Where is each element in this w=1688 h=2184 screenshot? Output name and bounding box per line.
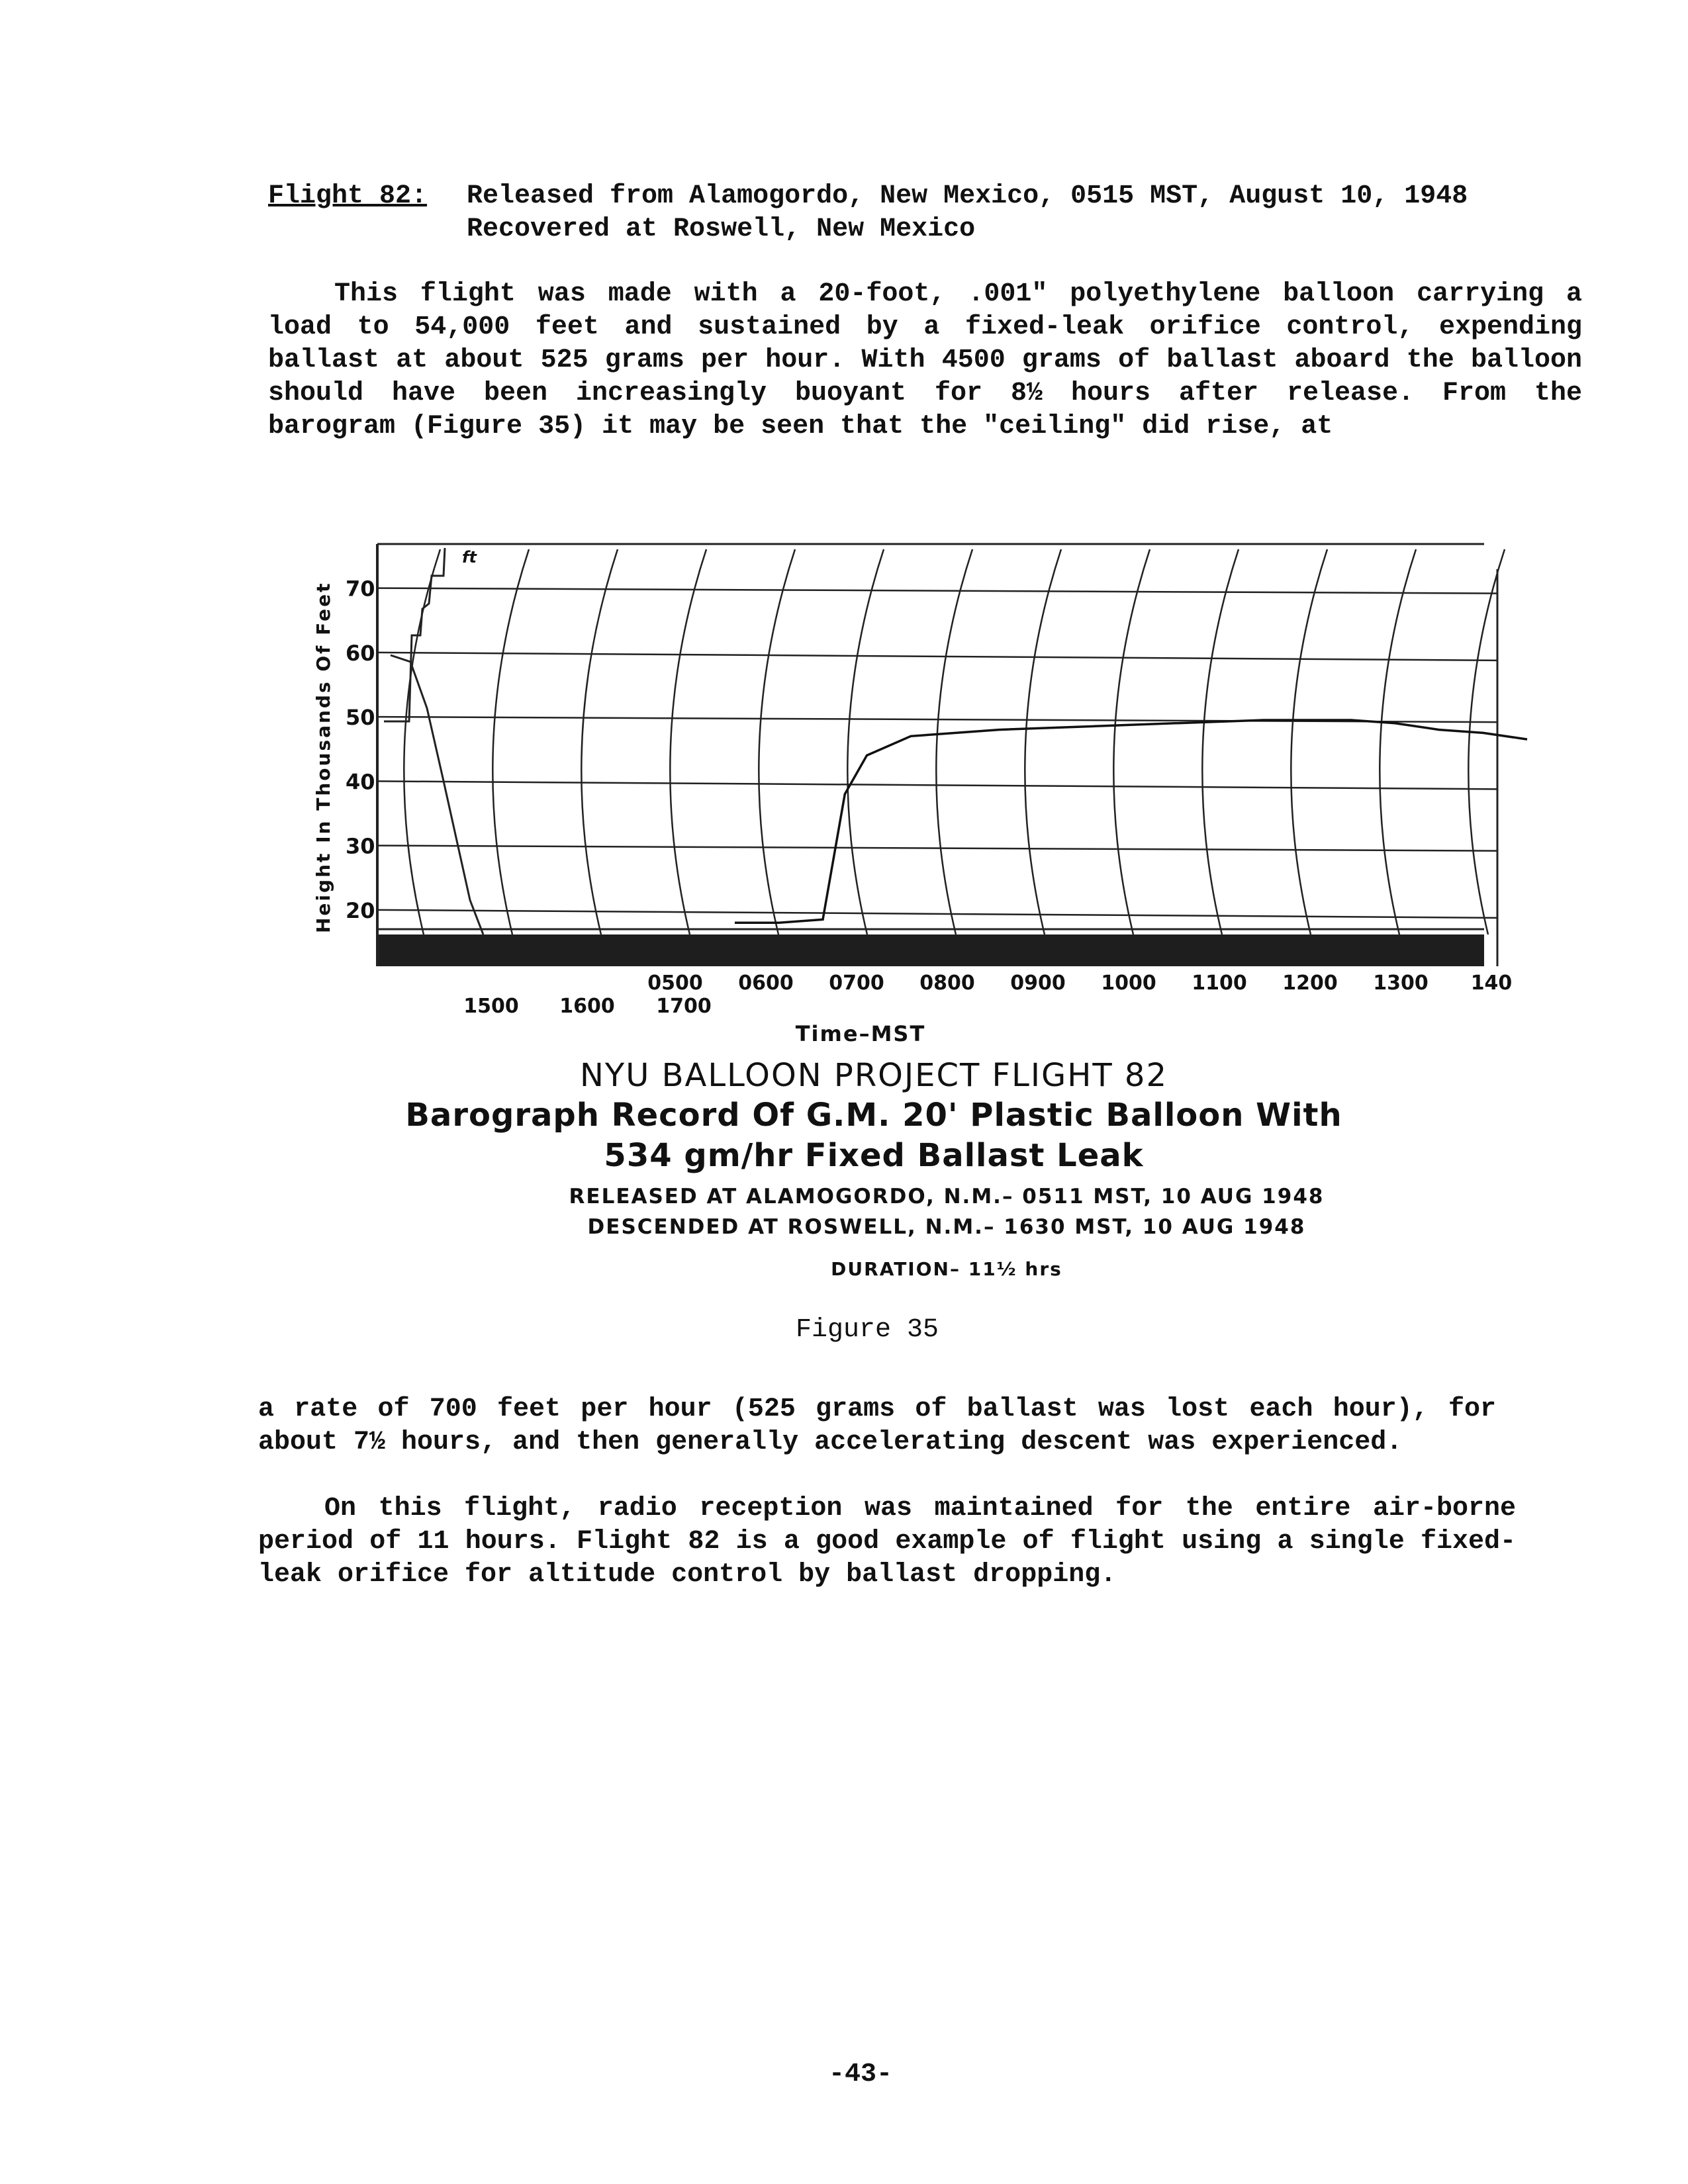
released-line: RELEASED AT ALAMOGORDO, N.M.– 0511 MST, 10 AUG 1948 — [569, 1185, 1325, 1208]
gridline-40 — [377, 781, 1497, 789]
x-tick-0700: 0700 — [829, 972, 884, 995]
figure-details — [516, 1181, 1377, 1285]
descended-line: DESCENDED AT ROSWELL, N.M.– 1630 MST, 10 AUG 1948 — [587, 1215, 1306, 1239]
x-axis-label: Time–MST — [795, 1021, 926, 1046]
continuation-paragraph: a rate of 700 feet per hour (525 grams of ballast was lost each hour), for about 7½ hours, and then generally accelerating descent was experienced. — [258, 1394, 1496, 1457]
time-arc — [492, 549, 529, 934]
figure-title: NYU BALLOON PROJECT FLIGHT 82 — [580, 1057, 1168, 1094]
flight-header — [268, 180, 1559, 246]
figure-subtitle-1: Barograph Record Of G.M. 20' Plastic Balloon With — [405, 1097, 1342, 1134]
time-arc — [759, 549, 795, 934]
y-tick-20: 20 — [346, 897, 375, 923]
x-tick-1500: 1500 — [463, 995, 519, 1018]
figure-subtitle-2: 534 gm/hr Fixed Ballast Leak — [604, 1137, 1144, 1174]
time-arc — [936, 549, 972, 934]
time-arc — [670, 549, 706, 934]
y-tick-40: 40 — [346, 769, 375, 795]
x-tick-0500: 0500 — [647, 972, 703, 995]
x-tick-1300: 1300 — [1373, 972, 1429, 995]
x-tick-1700: 1700 — [656, 995, 712, 1018]
gridline-60 — [377, 653, 1497, 660]
y-tick-70: 70 — [346, 576, 375, 602]
x-tick-140: 140 — [1470, 972, 1513, 995]
time-arc — [1113, 549, 1150, 934]
page-number: -43- — [828, 2060, 892, 2089]
time-arc — [1468, 549, 1505, 934]
height-gridlines — [377, 588, 1497, 918]
release-line: Released from Alamogordo, New Mexico, 0515 MST, August 10, 1948 — [467, 181, 1468, 211]
figure-caption: Figure 35 — [795, 1315, 939, 1345]
x-tick-1000: 1000 — [1101, 972, 1156, 995]
time-arc — [581, 549, 618, 934]
x-tick-0800: 0800 — [919, 972, 975, 995]
gridline-70 — [377, 588, 1497, 594]
intro-paragraph: This flight was made with a 20-foot, .001" polyethylene balloon carrying a load to 54,000 feet and sustained by a fixed-leak orifice control, expending ballast at about 525 grams per hour. With 4500 grams of ballast aboard the balloon should have been increasingly buoyant for 8½ hours after release. From the barogram (Figure 35) it may be seen that the "ceiling" did rise, at — [268, 279, 1582, 441]
y-axis-label: Height In Thousands Of Feet — [312, 581, 334, 933]
gridline-20 — [377, 910, 1497, 918]
barograph-chart — [305, 529, 1536, 1046]
time-arc — [1025, 549, 1061, 934]
flight-trace — [735, 720, 1527, 923]
y-tick-60: 60 — [346, 640, 375, 666]
recovery-line: Recovered at Roswell, New Mexico — [467, 214, 976, 244]
x-tick-1100: 1100 — [1192, 972, 1247, 995]
x-tick-1200: 1200 — [1282, 972, 1338, 995]
y-tick-labels — [346, 576, 375, 923]
time-arcs — [404, 549, 1505, 934]
gridline-30 — [377, 846, 1497, 851]
calibration-steps — [384, 548, 445, 721]
time-arc — [1202, 549, 1239, 934]
barograph-figure — [305, 529, 1536, 1046]
x-tick-1600: 1600 — [559, 995, 615, 1018]
time-arc — [1380, 549, 1416, 934]
y-tick-30: 30 — [346, 833, 375, 859]
ground-band — [377, 934, 1484, 966]
figure-titles — [371, 1056, 1377, 1176]
x-tick-0600: 0600 — [738, 972, 794, 995]
x-tick-0900: 0900 — [1010, 972, 1066, 995]
calibration-mark: ft — [462, 548, 477, 567]
x-tick-labels — [463, 972, 1512, 1018]
duration-line: DURATION– 11½ hrs — [831, 1258, 1062, 1280]
time-arc — [1291, 549, 1327, 934]
time-arc — [847, 549, 884, 934]
closing-paragraph: On this flight, radio reception was maintained for the entire air-borne period of 11 hours. Flight 82 is a good example of flight using a single fixed-leak orifice for altitude control by ballast dropping. — [258, 1494, 1516, 1590]
y-tick-50: 50 — [346, 705, 375, 731]
flight-label: Flight 82: — [268, 181, 428, 211]
